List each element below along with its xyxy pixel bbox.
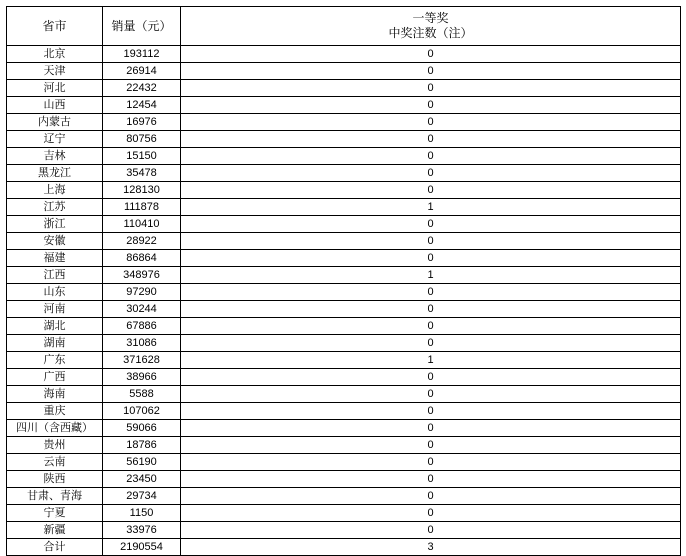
cell-sales: 193112 xyxy=(103,46,181,63)
cell-first-prize: 0 xyxy=(181,420,681,437)
table-row xyxy=(7,488,681,505)
cell-first-prize: 0 xyxy=(181,250,681,267)
cell-sales: 26914 xyxy=(103,63,181,80)
cell-first-prize: 1 xyxy=(181,352,681,369)
table-row xyxy=(7,80,681,97)
cell-first-prize: 0 xyxy=(181,233,681,250)
cell-sales: 38966 xyxy=(103,369,181,386)
table-row xyxy=(7,216,681,233)
cell-province: 四川（含西藏） xyxy=(7,420,103,437)
cell-first-prize: 0 xyxy=(181,403,681,420)
table-row xyxy=(7,420,681,437)
cell-first-prize: 0 xyxy=(181,335,681,352)
cell-sales: 1150 xyxy=(103,505,181,522)
cell-sales: 67886 xyxy=(103,318,181,335)
cell-first-prize: 0 xyxy=(181,318,681,335)
table-row xyxy=(7,335,681,352)
cell-sales: 18786 xyxy=(103,437,181,454)
cell-province: 江苏 xyxy=(7,199,103,216)
table-row xyxy=(7,267,681,284)
cell-province: 广东 xyxy=(7,352,103,369)
cell-sales: 31086 xyxy=(103,335,181,352)
table-row xyxy=(7,301,681,318)
cell-province: 陕西 xyxy=(7,471,103,488)
table-row xyxy=(7,471,681,488)
cell-sales: 97290 xyxy=(103,284,181,301)
cell-first-prize: 0 xyxy=(181,216,681,233)
table-row xyxy=(7,522,681,539)
cell-province: 江西 xyxy=(7,267,103,284)
cell-sales: 111878 xyxy=(103,199,181,216)
cell-sales: 28922 xyxy=(103,233,181,250)
cell-first-prize: 0 xyxy=(181,454,681,471)
cell-province: 内蒙古 xyxy=(7,114,103,131)
cell-first-prize: 0 xyxy=(181,369,681,386)
cell-province: 新疆 xyxy=(7,522,103,539)
table-row xyxy=(7,148,681,165)
cell-first-prize: 1 xyxy=(181,199,681,216)
cell-total-sales: 2190554 xyxy=(103,539,181,556)
table-row xyxy=(7,97,681,114)
cell-first-prize: 0 xyxy=(181,284,681,301)
table-row xyxy=(7,131,681,148)
cell-province: 上海 xyxy=(7,182,103,199)
cell-first-prize: 0 xyxy=(181,148,681,165)
cell-first-prize: 0 xyxy=(181,301,681,318)
cell-province: 宁夏 xyxy=(7,505,103,522)
table-row xyxy=(7,352,681,369)
cell-province: 贵州 xyxy=(7,437,103,454)
cell-total-label: 合计 xyxy=(7,539,103,556)
cell-province: 黑龙江 xyxy=(7,165,103,182)
cell-sales: 5588 xyxy=(103,386,181,403)
cell-province: 天津 xyxy=(7,63,103,80)
cell-sales: 59066 xyxy=(103,420,181,437)
table-row xyxy=(7,165,681,182)
cell-province: 河南 xyxy=(7,301,103,318)
table-row xyxy=(7,63,681,80)
table-row xyxy=(7,318,681,335)
cell-sales: 12454 xyxy=(103,97,181,114)
sales-table-container xyxy=(6,6,680,556)
column-header-province: 省市 xyxy=(7,7,103,46)
table-row xyxy=(7,284,681,301)
cell-first-prize: 0 xyxy=(181,97,681,114)
cell-sales: 86864 xyxy=(103,250,181,267)
cell-first-prize: 0 xyxy=(181,114,681,131)
column-header-first-prize-line2: 中奖注数（注） xyxy=(388,26,473,40)
cell-first-prize: 0 xyxy=(181,522,681,539)
table-body xyxy=(7,46,681,556)
table-row xyxy=(7,114,681,131)
cell-first-prize: 0 xyxy=(181,437,681,454)
cell-sales: 22432 xyxy=(103,80,181,97)
cell-province: 吉林 xyxy=(7,148,103,165)
cell-sales: 56190 xyxy=(103,454,181,471)
cell-first-prize: 0 xyxy=(181,63,681,80)
cell-first-prize: 0 xyxy=(181,182,681,199)
cell-first-prize: 0 xyxy=(181,165,681,182)
table-row xyxy=(7,454,681,471)
cell-province: 辽宁 xyxy=(7,131,103,148)
table-row xyxy=(7,403,681,420)
cell-province: 甘肃、青海 xyxy=(7,488,103,505)
column-header-first-prize-line1: 一等奖 xyxy=(412,11,449,25)
cell-province: 福建 xyxy=(7,250,103,267)
table-row xyxy=(7,369,681,386)
cell-first-prize: 1 xyxy=(181,267,681,284)
cell-first-prize: 0 xyxy=(181,46,681,63)
cell-first-prize: 0 xyxy=(181,80,681,97)
cell-first-prize: 0 xyxy=(181,386,681,403)
table-row xyxy=(7,505,681,522)
cell-sales: 29734 xyxy=(103,488,181,505)
cell-first-prize: 0 xyxy=(181,488,681,505)
cell-total-first-prize: 3 xyxy=(181,539,681,556)
cell-sales: 110410 xyxy=(103,216,181,233)
table-row xyxy=(7,233,681,250)
table-header xyxy=(7,7,681,46)
table-row xyxy=(7,199,681,216)
cell-province: 海南 xyxy=(7,386,103,403)
cell-province: 安徽 xyxy=(7,233,103,250)
table-header-row xyxy=(7,7,681,46)
cell-sales: 348976 xyxy=(103,267,181,284)
cell-sales: 128130 xyxy=(103,182,181,199)
cell-first-prize: 0 xyxy=(181,131,681,148)
cell-sales: 30244 xyxy=(103,301,181,318)
cell-province: 山东 xyxy=(7,284,103,301)
cell-sales: 15150 xyxy=(103,148,181,165)
cell-first-prize: 0 xyxy=(181,505,681,522)
cell-province: 云南 xyxy=(7,454,103,471)
cell-sales: 80756 xyxy=(103,131,181,148)
column-header-first-prize xyxy=(181,7,681,46)
cell-sales: 33976 xyxy=(103,522,181,539)
table-row xyxy=(7,437,681,454)
table-row xyxy=(7,182,681,199)
cell-sales: 107062 xyxy=(103,403,181,420)
table-row xyxy=(7,386,681,403)
cell-province: 湖南 xyxy=(7,335,103,352)
cell-first-prize: 0 xyxy=(181,471,681,488)
cell-sales: 35478 xyxy=(103,165,181,182)
table-total-row xyxy=(7,539,681,556)
cell-province: 山西 xyxy=(7,97,103,114)
cell-sales: 23450 xyxy=(103,471,181,488)
cell-sales: 16976 xyxy=(103,114,181,131)
table-row xyxy=(7,250,681,267)
cell-province: 河北 xyxy=(7,80,103,97)
table-row xyxy=(7,46,681,63)
provincial-sales-table xyxy=(6,6,681,556)
cell-province: 浙江 xyxy=(7,216,103,233)
cell-province: 广西 xyxy=(7,369,103,386)
column-header-sales: 销量（元） xyxy=(103,7,181,46)
cell-province: 北京 xyxy=(7,46,103,63)
cell-province: 重庆 xyxy=(7,403,103,420)
cell-sales: 371628 xyxy=(103,352,181,369)
cell-province: 湖北 xyxy=(7,318,103,335)
